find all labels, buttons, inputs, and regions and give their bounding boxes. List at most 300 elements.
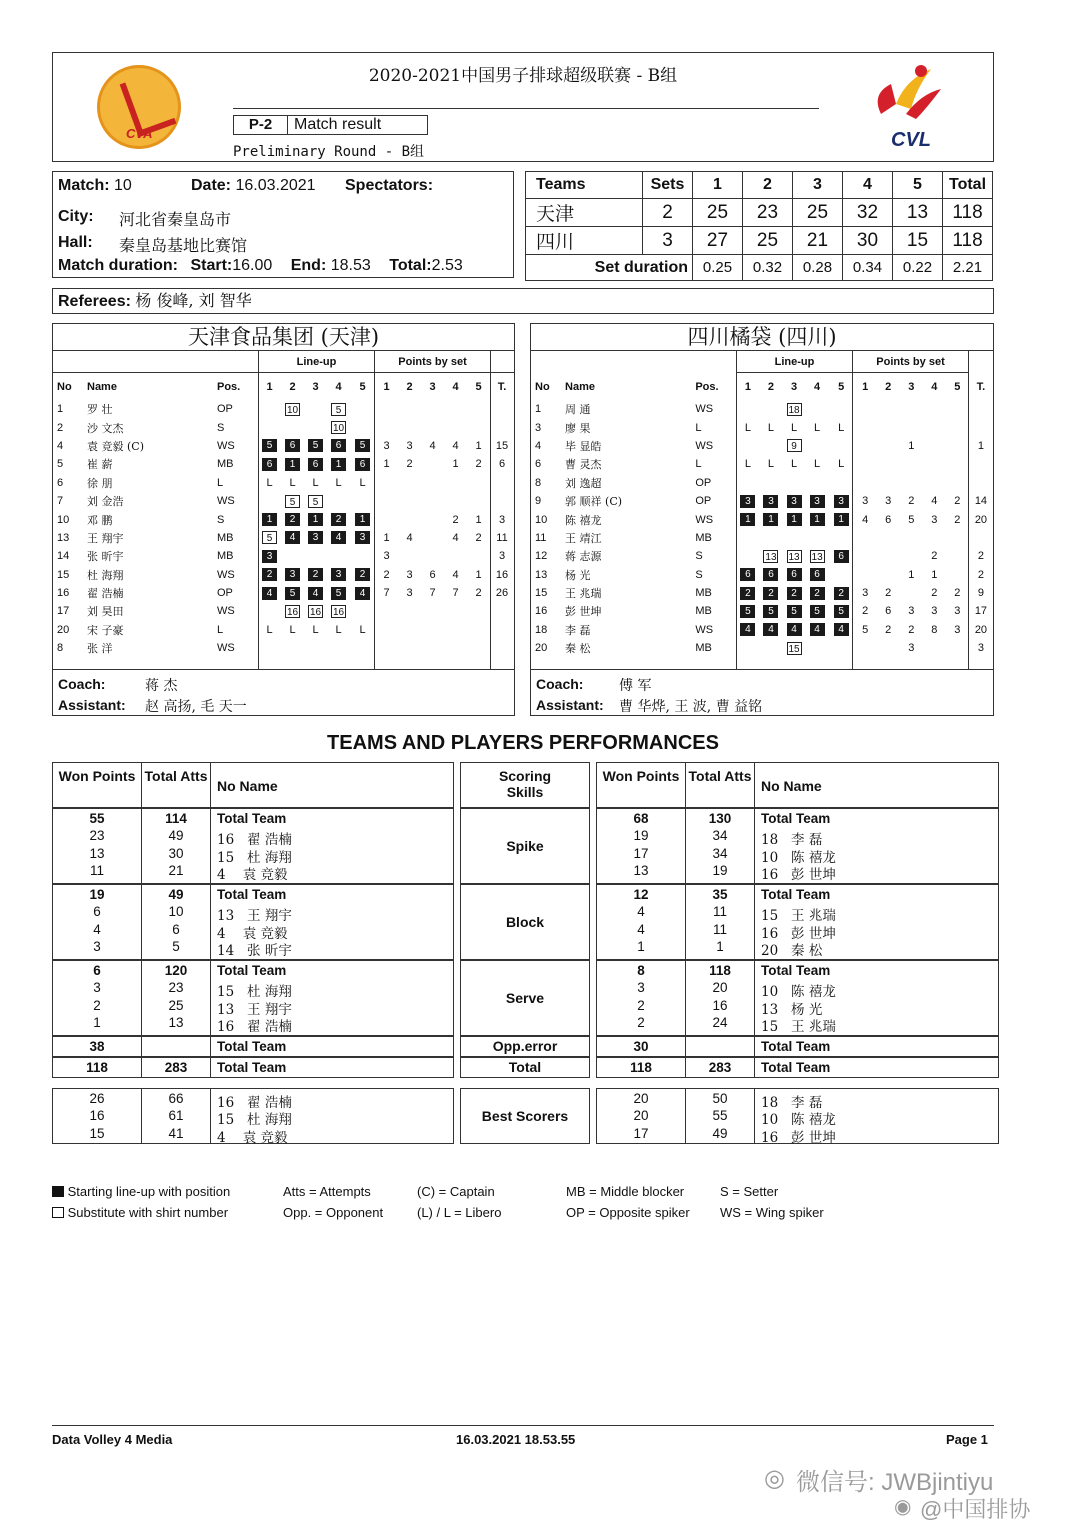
set-points [398,547,421,565]
player-pos: WS [217,568,235,581]
col-pts-set: 5 [475,381,482,393]
lineup-cell [806,418,829,436]
set-points [946,400,969,418]
lineup-cell [327,418,350,436]
lineup-cell [258,400,281,418]
set-points: 3 [383,439,390,452]
substitute-number: 18 [788,404,800,416]
set-score: 21 [793,227,843,255]
lineup-cell [281,418,304,436]
player-pos: WS [217,605,235,618]
start-time: 16.00 [232,257,273,274]
total-atts: 19 [712,862,728,878]
player-pos: MB [695,642,712,655]
lineup-cell [736,492,759,510]
player-name: 曹 灵杰 [565,458,602,472]
player-label: 16 彭 世坤 [761,1129,836,1146]
player-label: Total Team [217,811,287,826]
footer-center: 16.03.2021 18.53.55 [456,1432,576,1447]
player-total [490,621,514,639]
set-points: 2 [406,458,413,471]
total-atts: 49 [168,828,184,844]
player-table-header [531,374,993,400]
lineup-cell [759,492,782,510]
player-no: 9 [535,495,542,508]
player-row [531,547,993,565]
set-duration: 0.22 [893,255,943,281]
lineup-cell [759,418,782,436]
player-row [531,584,993,602]
player-pos: S [695,550,703,563]
performances-title: TEAMS AND PLAYERS PERFORMANCES [327,732,719,754]
col-lu-set: 4 [814,381,821,393]
starting-position: 3 [763,495,778,508]
won-points: 68 [633,811,649,826]
team-b-player-table [531,374,993,657]
starting-position: 6 [763,568,778,581]
hall-label: Hall: [58,234,93,251]
libero-mark: L [266,623,273,636]
set-points [398,510,421,528]
set-points: 2 [885,587,892,600]
starting-position: 3 [285,568,300,581]
substitute-number: 16 [309,606,322,618]
set-points [946,639,969,657]
col-pts-set: 2 [885,381,892,393]
lineup-cell [304,547,327,565]
player-name: 廖 果 [565,421,591,435]
player-total: 26 [495,587,509,600]
player-table-header [53,374,514,400]
coach-name: 傅 军 [619,678,652,694]
set-points [444,400,467,418]
legend [52,1184,994,1224]
lineup-cell [281,455,304,473]
starting-position: 5 [810,605,825,618]
player-pos: L [695,421,702,434]
player-row [53,437,514,455]
player-no: 3 [535,421,542,434]
legend-starting: Starting line-up with position [67,1184,231,1199]
set-points [444,418,467,436]
set-points: 3 [954,623,961,636]
score-header-set4: 4 [843,172,893,199]
set-points [854,437,877,455]
footer-left: Data Volley 4 Media [52,1432,173,1447]
total-label: Total: [389,257,432,274]
player-name: 秦 松 [565,642,591,656]
starting-position: 1 [763,513,778,526]
total-atts: 1 [716,938,724,954]
lineup-cell [783,584,806,602]
set-points [467,547,490,565]
set-points: 2 [475,531,482,544]
perf-block-a [52,1088,454,1144]
set-points: 2 [885,623,892,636]
libero-mark: L [744,421,751,434]
lineup-cell [806,474,829,492]
lineup-cell [258,418,281,436]
set-points [923,474,946,492]
player-pos: L [217,476,224,489]
lineup-cell [304,639,327,657]
starting-position: 3 [331,568,346,581]
legend-op: OP = Opposite spiker [566,1205,690,1220]
lineup-cell [806,510,829,528]
col-lu-set: 4 [335,381,342,393]
lineup-cell [327,492,350,510]
set-points [467,621,490,639]
lineup-cell [736,418,759,436]
won-points: 38 [89,1039,105,1054]
set-points: 3 [406,439,413,452]
lineup-cell [806,455,829,473]
coach-name: 蒋 杰 [145,678,178,694]
round-label: Preliminary Round - B组 [233,144,425,160]
player-no: 4 [57,439,64,452]
total-atts: 283 [164,1060,188,1075]
player-total: 20 [974,623,988,636]
perf-block-a [52,960,454,1036]
set-points [923,455,946,473]
lineup-cell [350,621,375,639]
lineup-cell [783,437,806,455]
watermark-line1: 微信号: JWBjintiyu [796,1469,994,1496]
set-points [375,418,398,436]
libero-mark: L [838,458,845,471]
won-points: 4 [93,921,101,937]
won-points: 4 [637,904,645,920]
lineup-cell [258,529,281,547]
total-atts: 6 [172,921,180,937]
col-no: No [57,381,72,393]
set-points [375,639,398,657]
set-points [877,437,900,455]
starting-position: 4 [834,623,849,636]
set-points [375,492,398,510]
starting-position: 5 [355,439,370,452]
starting-position: 5 [262,439,277,452]
set-points [398,621,421,639]
lineup-cell [304,621,327,639]
lineup-header: Line-up [774,356,815,368]
starting-position: 3 [787,495,802,508]
player-row [531,566,993,584]
set-points [900,529,923,547]
score-header-set5: 5 [893,172,943,199]
player-name: 张 昕宇 [87,550,124,564]
lineup-cell [281,621,304,639]
player-row [531,510,993,528]
skill-label: Spike [506,838,544,854]
starting-position: 3 [740,495,755,508]
set-points [467,418,490,436]
lineup-header: Line-up [296,356,337,368]
player-label: 13 杨 光 [761,1001,823,1018]
total-atts: 11 [712,904,727,920]
lineup-cell [759,566,782,584]
coach-label: Coach: [58,676,106,692]
set-points: 4 [429,439,436,452]
player-total [490,492,514,510]
set-points: 2 [931,550,938,563]
set-points [923,639,946,657]
player-name: 徐 朋 [87,476,113,490]
total-atts: 118 [709,963,731,978]
lineup-cell [806,602,829,620]
substitute-number: 10 [286,404,299,416]
lineup-cell [783,492,806,510]
set-points: 4 [452,568,459,581]
skill-label: Best Scorers [481,1108,569,1124]
player-label: 20 秦 松 [761,942,823,959]
lineup-cell [783,621,806,639]
player-label: 10 陈 禧龙 [761,849,836,866]
player-pos: MB [217,550,234,563]
player-total [969,529,993,547]
lineup-cell [783,566,806,584]
score-header-set1: 1 [693,172,743,199]
cvl-logo [861,59,951,155]
player-pos: MB [695,587,712,600]
won-points: 15 [89,1125,105,1141]
set-points [854,547,877,565]
lineup-cell [736,474,759,492]
player-name: 张 洋 [87,642,113,656]
starting-position: 2 [763,587,778,600]
starting-position: 5 [308,439,323,452]
perf-block-b [596,884,999,960]
col-pts-set: 3 [908,381,915,393]
set-points [946,455,969,473]
player-label: Total Team [761,963,831,978]
assistant-names: 曹 华烨, 王 波, 曹 益铭 [619,699,763,715]
won-points: 20 [633,1108,649,1124]
lineup-cell [759,602,782,620]
starting-position: 5 [285,587,300,600]
city-value: 河北省秦皇岛市 [119,210,232,229]
lineup-cell [350,584,375,602]
total-atts: 49 [712,1125,728,1141]
skill-label: Opp.error [492,1038,558,1054]
lineup-cell [350,492,375,510]
set-score: 25 [693,199,743,227]
spectators-label: Spectators: [345,177,434,194]
starting-position: 4 [763,623,778,636]
player-pos: MB [695,531,712,544]
player-pos: S [217,421,225,434]
player-row [53,602,514,620]
player-total [490,418,514,436]
player-total [490,639,514,657]
player-pos: S [695,568,703,581]
player-total: 16 [495,568,509,581]
match-date: 16.03.2021 [235,177,316,194]
lineup-cell [736,400,759,418]
player-no: 15 [57,568,70,581]
player-label: 15 王 兆瑞 [761,1018,836,1035]
set-points: 2 [954,587,961,600]
player-name: 刘 逸超 [565,476,602,490]
set-points [854,566,877,584]
lineup-cell [304,566,327,584]
player-label: 15 王 兆瑞 [761,908,836,925]
starting-position: 4 [331,531,346,544]
player-label: 15 杜 海翔 [217,984,292,1001]
legend-ws: WS = Wing spiker [720,1205,824,1220]
player-pos: WS [695,403,714,416]
player-label: 15 杜 海翔 [217,1112,292,1129]
starting-position: 2 [262,568,277,581]
set-points [946,437,969,455]
set-points [900,584,923,602]
lineup-cell [806,437,829,455]
no-name-header: No Name [217,778,278,794]
lineup-cell [759,639,782,657]
player-label: 16 翟 浩楠 [217,1095,292,1111]
points-by-set-header: Points by set [876,356,945,368]
lineup-cell [783,418,806,436]
perf-header-b [596,762,999,808]
starting-position: 5 [763,605,778,618]
player-label: 4 袁 竞毅 [217,1129,288,1146]
score-header-total: Total [943,172,993,199]
player-row [53,400,514,418]
sets-won: 2 [643,199,693,227]
set-points: 3 [862,587,869,600]
starting-position: 6 [355,458,370,471]
skill-cell [460,960,590,1036]
team-a-name: 天津食品集团 (天津) [53,324,514,351]
lineup-cell [258,547,281,565]
won-points: 3 [637,980,645,996]
player-total: 17 [974,605,988,618]
player-row [53,492,514,510]
player-total: 20 [974,513,988,526]
set-points [444,547,467,565]
set-points [421,602,444,620]
lineup-cell [736,584,759,602]
legend-s: S = Setter [720,1184,779,1199]
lineup-cell [736,547,759,565]
player-row [531,474,993,492]
player-name: 彭 世坤 [565,605,602,619]
team-name: 四川 [526,227,643,255]
starting-position: 6 [331,439,346,452]
lineup-cell [304,492,327,510]
total-atts: 120 [164,963,188,978]
set-score: 23 [743,199,793,227]
player-row [531,529,993,547]
set-score: 32 [843,199,893,227]
set-points [900,547,923,565]
lineup-cell [350,602,375,620]
player-name: 宋 子豪 [87,623,124,637]
player-name: 李 磊 [565,623,591,637]
player-name: 毕 显皓 [565,439,602,453]
set-points [923,437,946,455]
col-pts-set: 1 [862,381,869,393]
perf-block-b [596,1088,999,1144]
perf-row-b [596,1036,999,1057]
col-pts-set: 5 [954,381,961,393]
lineup-cell [327,529,350,547]
skill-label: Block [505,914,545,930]
set-points [854,455,877,473]
player-pos: WS [217,439,235,452]
set-points [877,474,900,492]
lineup-cell [281,566,304,584]
player-no: 4 [535,439,542,452]
player-label: 13 王 翔宇 [217,1001,292,1018]
set-points: 3 [862,495,869,508]
player-pos: MB [695,605,712,618]
substitute-number: 5 [285,495,300,508]
col-lu-set: 5 [359,381,366,393]
lineup-cell [350,437,375,455]
won-points: 11 [89,862,104,878]
points-by-set-header: Points by set [398,356,467,368]
player-row [531,602,993,620]
set-points [421,529,444,547]
starting-position: 4 [787,623,802,636]
score-header-teams: Teams [526,172,643,199]
cva-logo-text: CVA [126,126,153,141]
player-total: 1 [977,439,984,452]
substitute-number: 9 [787,439,802,452]
substitute-number: 5 [308,495,323,508]
lineup-cell [350,566,375,584]
score-header-set2: 2 [743,172,793,199]
lineup-cell [759,437,782,455]
col-total: T. [497,381,507,393]
lineup-cell [304,529,327,547]
lineup-cell [304,437,327,455]
set-points: 2 [475,587,482,600]
set-points [375,621,398,639]
lineup-cell [806,639,829,657]
won-points: 118 [630,1060,652,1075]
player-row [53,566,514,584]
total-duration: 2.21 [943,255,993,281]
lineup-cell [304,584,327,602]
player-label: Total Team [217,1060,287,1075]
sets-won: 3 [643,227,693,255]
set-points: 2 [475,458,482,471]
player-label: 10 陈 禧龙 [761,984,836,1001]
lineup-cell [350,418,375,436]
starting-position: 6 [787,568,802,581]
lineup-cell [258,455,281,473]
total-atts: 49 [168,887,184,902]
lineup-cell [327,584,350,602]
duration-label: Match duration: [58,257,178,274]
lineup-cell [829,584,854,602]
team-a-lineup [52,323,515,716]
libero-mark: L [266,476,273,489]
score-header-sets: Sets [643,172,693,199]
player-total: 15 [495,439,509,452]
starting-position: 4 [285,531,300,544]
player-pos: S [217,513,225,526]
lineup-cell [304,474,327,492]
player-label: Total Team [761,1039,831,1054]
set-score: 15 [893,227,943,255]
set-points [375,400,398,418]
set-points [398,474,421,492]
player-name: 刘 昊田 [87,605,124,619]
score-row-team-a [526,199,993,227]
